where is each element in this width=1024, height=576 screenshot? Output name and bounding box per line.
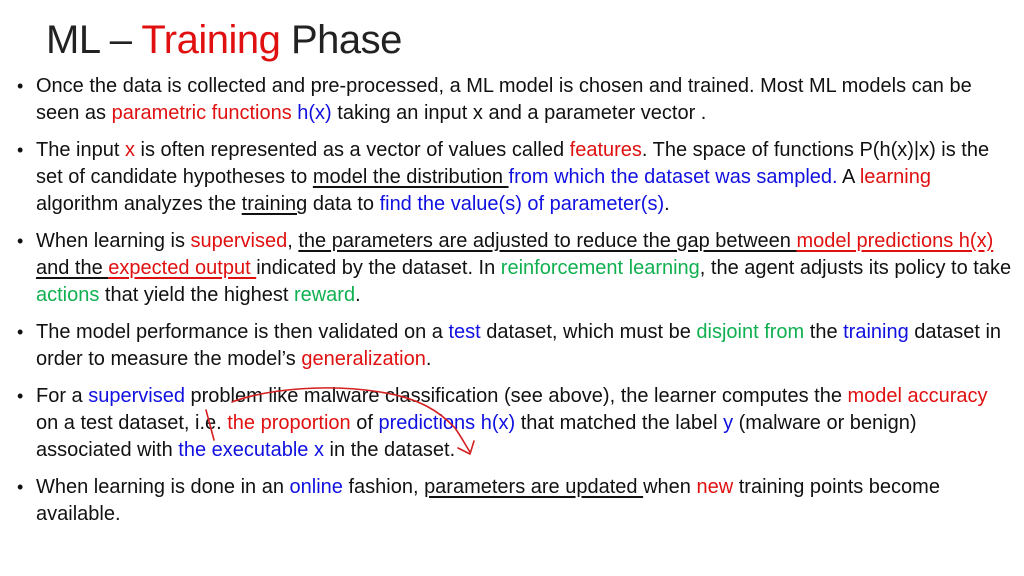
bullet-item bbox=[16, 474, 1012, 528]
title-prefix: ML – bbox=[46, 18, 142, 62]
bullet-text-segment: from which the dataset was sampled. bbox=[508, 166, 838, 188]
bullet-text-segment: algorithm analyzes the bbox=[36, 193, 242, 215]
bullet-text-segment: model the distribution bbox=[312, 166, 509, 188]
bullet-text-segment: parameters are updated bbox=[424, 476, 644, 498]
bullet-text-segment: predictions h(x) bbox=[378, 412, 516, 434]
bullet-text-segment: fashion, bbox=[342, 476, 425, 498]
bullet-text-segment: find the value(s) of parameter(s) bbox=[379, 193, 665, 215]
bullet-text-segment: test bbox=[448, 321, 481, 343]
bullet-text-segment: A bbox=[837, 166, 860, 188]
bullet-text-segment: . bbox=[425, 348, 432, 370]
bullet-dot-icon: • bbox=[17, 76, 24, 96]
bullet-text-segment: For a bbox=[36, 385, 89, 407]
bullet-list bbox=[16, 73, 1012, 538]
title-highlight: Training bbox=[141, 18, 281, 62]
bullet-text-segment: problem like malware classification (see above), the learner computes the bbox=[184, 385, 848, 407]
bullet-text-segment: The model performance is then validated on a bbox=[36, 321, 449, 343]
bullet-text-segment: on a test dataset, i.e. bbox=[36, 412, 228, 434]
bullet-text-segment: data to bbox=[307, 193, 380, 215]
bullet-text-segment: is often represented as a vector of values called bbox=[134, 139, 570, 161]
bullet-text-segment: the proportion bbox=[227, 412, 351, 434]
bullet-text-segment: in the dataset. bbox=[323, 439, 456, 461]
bullet-text-segment: reinforcement learning bbox=[500, 257, 700, 279]
bullet-text-segment: generalization bbox=[301, 348, 426, 370]
bullet-text-segment: indicated by the dataset. In bbox=[256, 257, 501, 279]
bullet-text-segment: supervised bbox=[88, 385, 185, 407]
bullet-text-segment: the bbox=[804, 321, 844, 343]
bullet-item bbox=[16, 137, 1012, 218]
bullet-text-segment: Once the data is collected and pre-processed, a ML model is chosen and trained. Most ML models can be seen as bbox=[36, 75, 972, 124]
bullet-text-segment: when bbox=[643, 476, 697, 498]
bullet-text-segment: dataset, which must be bbox=[480, 321, 697, 343]
bullet-text-segment: model predictions h(x) bbox=[796, 230, 994, 252]
bullet-item bbox=[16, 73, 1012, 127]
bullet-text-segment: , the agent adjusts its policy to take bbox=[699, 257, 1012, 279]
bullet-text-segment: (malware or benign) associated with bbox=[36, 412, 917, 461]
bullet-dot-icon: • bbox=[17, 140, 24, 160]
bullet-text-segment: supervised bbox=[190, 230, 288, 252]
bullet-text-segment: that yield the highest bbox=[99, 284, 294, 306]
bullet-text-segment: . bbox=[355, 284, 361, 306]
bullet-item bbox=[16, 319, 1012, 373]
bullet-text-segment: training bbox=[843, 321, 909, 343]
bullet-text-segment: the executable x bbox=[178, 439, 324, 461]
bullet-text-segment: online bbox=[289, 476, 343, 498]
bullet-text-segment: that matched the label bbox=[515, 412, 724, 434]
bullet-text-segment: learning bbox=[859, 166, 931, 188]
bullet-text-segment: training bbox=[241, 193, 308, 215]
bullet-text-segment: , bbox=[287, 230, 299, 252]
bullet-text-segment: taking an input x and a parameter vector . bbox=[331, 102, 707, 124]
slide-title bbox=[46, 14, 402, 66]
bullet-text-segment: dataset in order to measure the model’s bbox=[36, 321, 1002, 370]
bullet-text-segment: actions bbox=[36, 284, 100, 306]
bullet-text-segment: new bbox=[696, 476, 734, 498]
bullet-text-segment: and the bbox=[36, 257, 109, 279]
bullet-item bbox=[16, 383, 1012, 464]
bullet-text-segment: the parameters are adjusted to reduce the gap between bbox=[298, 230, 797, 252]
bullet-dot-icon: • bbox=[17, 386, 24, 406]
bullet-text-segment: When learning is done in an bbox=[36, 476, 290, 498]
bullet-text-segment: disjoint from bbox=[696, 321, 805, 343]
bullet-text-segment: of bbox=[350, 412, 379, 434]
bullet-text-segment: h(x) bbox=[297, 102, 332, 124]
bullet-dot-icon: • bbox=[17, 477, 24, 497]
bullet-text-segment: . The space of functions P(h(x)|x) is the set of candidate hypotheses to bbox=[36, 139, 990, 188]
bullet-text-segment: model accuracy bbox=[847, 385, 988, 407]
bullet-text-segment: parametric functions bbox=[111, 102, 292, 124]
bullet-dot-icon: • bbox=[17, 231, 24, 251]
bullet-text-segment: The input bbox=[36, 139, 125, 161]
bullet-text-segment: training points become available. bbox=[36, 476, 940, 525]
bullet-text-segment: y bbox=[723, 412, 734, 434]
bullet-text-segment: . bbox=[664, 193, 670, 215]
bullet-item bbox=[16, 228, 1012, 309]
bullet-text-segment: When learning is bbox=[36, 230, 191, 252]
bullet-dot-icon: • bbox=[17, 322, 24, 342]
title-suffix: Phase bbox=[280, 18, 402, 62]
bullet-text-segment: expected output bbox=[108, 257, 257, 279]
bullet-text-segment: features bbox=[569, 139, 642, 161]
bullet-text-segment: x bbox=[124, 139, 135, 161]
bullet-text-segment: reward bbox=[293, 284, 356, 306]
